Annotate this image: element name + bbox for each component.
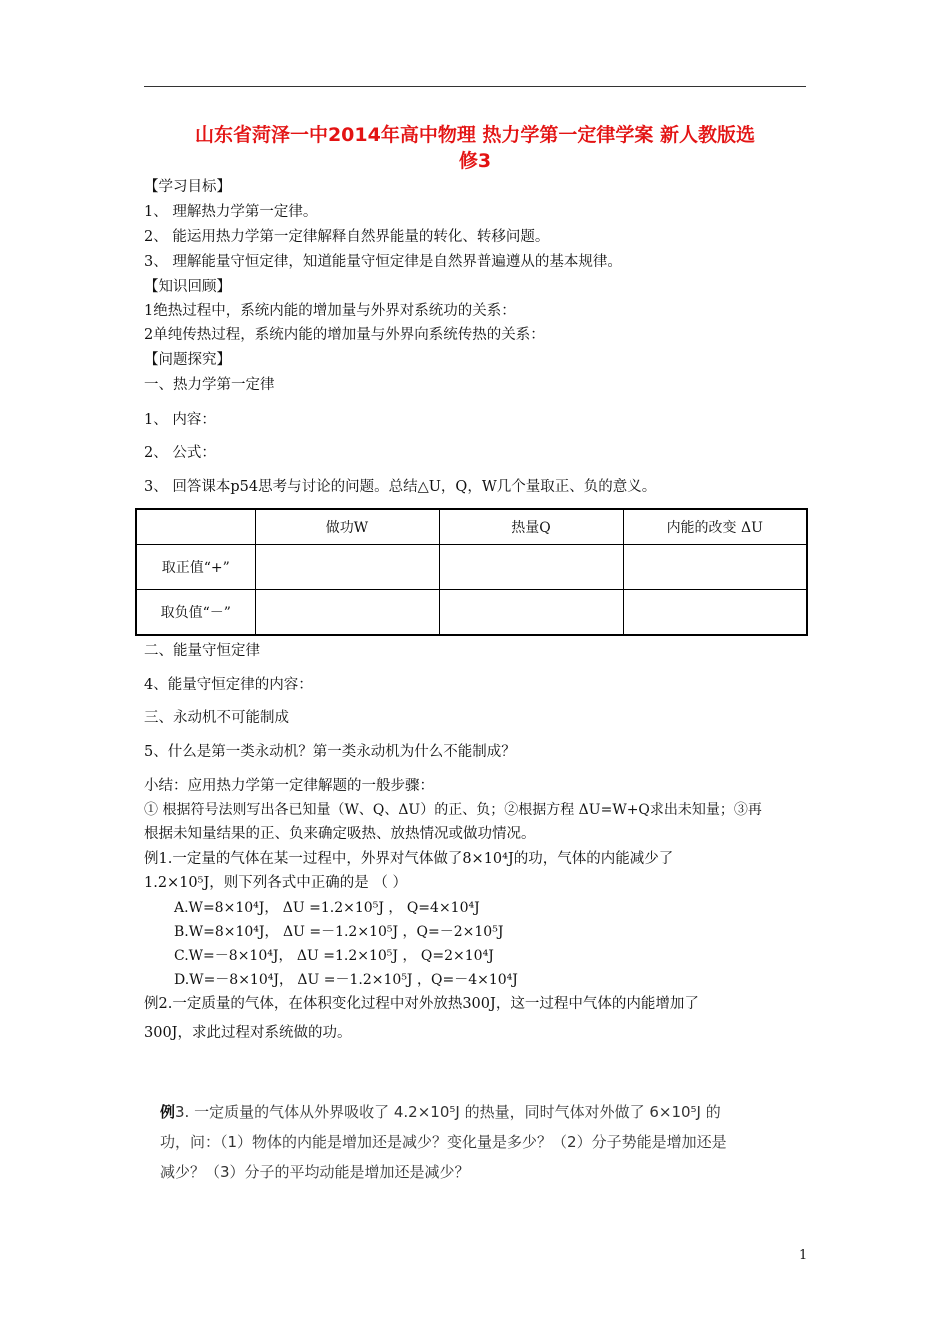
example3-text-1: 一定质量的气体从外界吸收了 4.2×10⁵J 的热量，同时气体对外做了 6×10⁵J 的 [189, 1103, 721, 1121]
document-title [140, 122, 810, 174]
question-perpetual-motion: 5、什么是第一类永动机？第一类永动机为什么不能制成？ [144, 744, 516, 760]
title-line-2: 修3 [458, 150, 492, 172]
explore-heading: 【问题探究】 [144, 352, 231, 368]
summary-steps-line-2: 根据未知量结果的正、负来确定吸热、放热情况或做功情况。 [144, 826, 536, 842]
table-cell [623, 545, 807, 590]
table-row [136, 545, 807, 590]
table-cell [623, 589, 807, 635]
section-first-law: 一、热力学第一定律 [144, 377, 275, 393]
question-conservation-content: 4、能量守恒定律的内容： [144, 677, 313, 693]
objective-item-3: 3、 理解能量守恒定律，知道能量守恒定律是自然界普遍遵从的基本规律。 [144, 254, 622, 270]
header-rule [144, 86, 806, 87]
example3-line-2: 功，问：（1）物体的内能是增加还是减少？变化量是多少？（2）分子势能是增加还是 [160, 1133, 727, 1151]
section-energy-conservation: 二、能量守恒定律 [144, 643, 260, 659]
question-discussion: 3、 回答课本p54思考与讨论的问题。总结△U，Q，W几个量取正、负的意义。 [144, 479, 657, 495]
example1-stem-2: 1.2×10⁵J，则下列各式中正确的是 （ ） [144, 875, 408, 891]
title-line-1: 山东省菏泽一中2014年高中物理 热力学第一定律学案 新人教版选 [194, 124, 756, 146]
summary-steps-line-1: ① 根据符号法则写出各已知量（W、Q、ΔU）的正、负；②根据方程 ΔU=W+Q求出未知量；③再 [144, 802, 762, 818]
example2-line-1: 例2.一定质量的气体，在体积变化过程中对外放热300J，这一过程中气体的内能增加了 [144, 996, 699, 1012]
table-cell [255, 545, 439, 590]
table-header-row [136, 509, 807, 545]
example1-option-b: B.W=8×10⁴J， ΔU =－1.2×10⁵J ，Q=－2×10⁵J [174, 924, 504, 940]
table-header-work: 做功W [255, 509, 439, 545]
table-cell [439, 589, 623, 635]
table-header-corner [136, 509, 255, 545]
example3-number: 3. [175, 1103, 190, 1121]
objectives-heading: 【学习目标】 [144, 179, 231, 195]
summary-heading: 小结：应用热力学第一定律解题的一般步骤： [144, 778, 434, 794]
row-label-positive: 取正值“+” [136, 545, 255, 590]
example3-line-3: 减少？（3）分子的平均动能是增加还是减少？ [160, 1163, 470, 1181]
example3-line-1 [160, 1101, 721, 1122]
example3-label: 例 [160, 1103, 176, 1121]
table-header-internal-energy: 内能的改变 ΔU [623, 509, 807, 545]
sign-convention-table [135, 508, 808, 636]
review-item-1: 1绝热过程中，系统内能的增加量与外界对系统功的关系： [144, 303, 516, 319]
page-number: 1 [799, 1248, 808, 1263]
table-row [136, 589, 807, 635]
example1-stem-1: 例1.一定量的气体在某一过程中，外界对气体做了8×10⁴J的功，气体的内能减少了 [144, 851, 674, 867]
table-cell [439, 545, 623, 590]
review-item-2: 2单纯传热过程，系统内能的增加量与外界向系统传热的关系： [144, 327, 545, 343]
section-perpetual-motion: 三、永动机不可能制成 [144, 710, 289, 726]
example1-option-a: A.W=8×10⁴J， ΔU =1.2×10⁵J ， Q=4×10⁴J [174, 900, 480, 916]
objective-item-1: 1、 理解热力学第一定律。 [144, 204, 318, 220]
table-header-heat: 热量Q [439, 509, 623, 545]
table-cell [255, 589, 439, 635]
question-content: 1、 内容： [144, 412, 216, 428]
objective-item-2: 2、 能运用热力学第一定律解释自然界能量的转化、转移问题。 [144, 229, 550, 245]
example1-option-c: C.W=－8×10⁴J， ΔU =1.2×10⁵J ， Q=2×10⁴J [174, 948, 494, 964]
row-label-negative: 取负值“－” [136, 589, 255, 635]
example1-option-d: D.W=－8×10⁴J， ΔU =－1.2×10⁵J ，Q=－4×10⁴J [174, 972, 518, 988]
review-heading: 【知识回顾】 [144, 279, 231, 295]
question-formula: 2、 公式： [144, 445, 216, 461]
example2-line-2: 300J，求此过程对系统做的功。 [144, 1025, 352, 1041]
